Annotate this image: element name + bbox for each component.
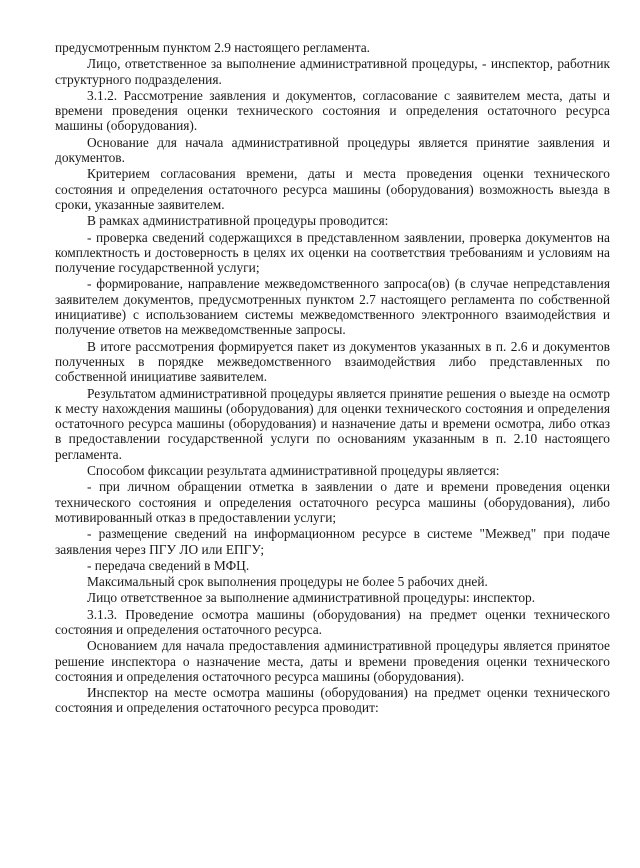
list-item-4: - размещение сведений на информационном ресурсе в системе "Межвед" при подаче заявления через ПГУ ЛО или ЕПГУ; [55, 526, 610, 557]
section-3-1-2-heading: 3.1.2. Рассмотрение заявления и документов, согласование с заявителем места, даты и времени проведения оценки технического состояния и определения остаточного ресурса машины (оборудования). [55, 87, 610, 134]
list-item-3: - при личном обращении отметка в заявлении о дате и времени проведения оценки технического состояния и определения остаточного ресурса машины (оборудования), либо мотивированный отказ в предоставлении услуги; [55, 479, 610, 525]
paragraph-2: Лицо, ответственное за выполнение административной процедуры, - инспектор, работник структурного подразделения. [55, 56, 610, 87]
paragraph-4: Основание для начала административной процедуры является принятие заявления и документов. [55, 134, 610, 166]
paragraph-1: предусмотренным пунктом 2.9 настоящего регламента. [55, 40, 371, 55]
paragraph-9: В итоге рассмотрения формируется пакет из документов указанных в п. 2.6 и документов полученных в порядке межведомственного взаимодействия либо представленных по собственной инициативе заявителем. [55, 338, 610, 385]
document-page [55, 40, 610, 717]
paragraph-15: Максимальный срок выполнения процедуры не более 5 рабочих дней. [87, 574, 488, 590]
paragraph-10: Результатом административной процедуры является принятие решения о выезде на осмотр к месту нахождения машины (оборудования) для оценки технического состояния и определения остаточного ресурса машины (оборудования) и назначение даты и времени осмотра, либо отказ в предоставлении государственной услуги по основаниям указанным в п. 2.10 настоящего регламента. [55, 385, 610, 462]
paragraph-11: Способом фиксации результата административной процедуры является: [87, 463, 500, 479]
paragraph-18: Основанием для начала предоставления административной процедуры является принятое решение инспектора о назначение места, даты и времени проведения оценки технического состояния и определения остаточного ресурса машины (оборудования). [55, 638, 610, 684]
section-3-1-3-heading: 3.1.3. Проведение осмотра машины (оборудования) на предмет оценки технического состояния и определения остаточного ресурса. [55, 606, 610, 637]
paragraph-19: Инспектор на месте осмотра машины (оборудования) на предмет оценки технического состояния и определения остаточного ресурса проводит: [55, 685, 610, 716]
list-item-1: - проверка сведений содержащихся в представленном заявлении, проверка документов на комплектность и достоверность в целях их оценки на соответствия требованиям и условиям на получение государственной услуги; [55, 229, 610, 276]
paragraph-6: В рамках административной процедуры проводится: [87, 213, 389, 229]
list-item-2: - формирование, направление межведомственного запроса(ов) (в случае непредставления заявителем документов, предусмотренных пунктом 2.7 настоящего регламента по собственной инициативе) с использованием системы межведомственного электронного взаимодействия и получение ответов на межведомственные запросы. [55, 276, 610, 338]
paragraph-16: Лицо ответственное за выполнение административной процедуры: инспектор. [87, 590, 536, 606]
list-item-5: - передача сведений в МФЦ. [87, 557, 250, 573]
paragraph-5: Критерием согласования времени, даты и места проведения оценки технического состояния и определения остаточного ресурса машины (оборудования) возможность выезда в сроки, указанные заявителем. [55, 166, 610, 212]
